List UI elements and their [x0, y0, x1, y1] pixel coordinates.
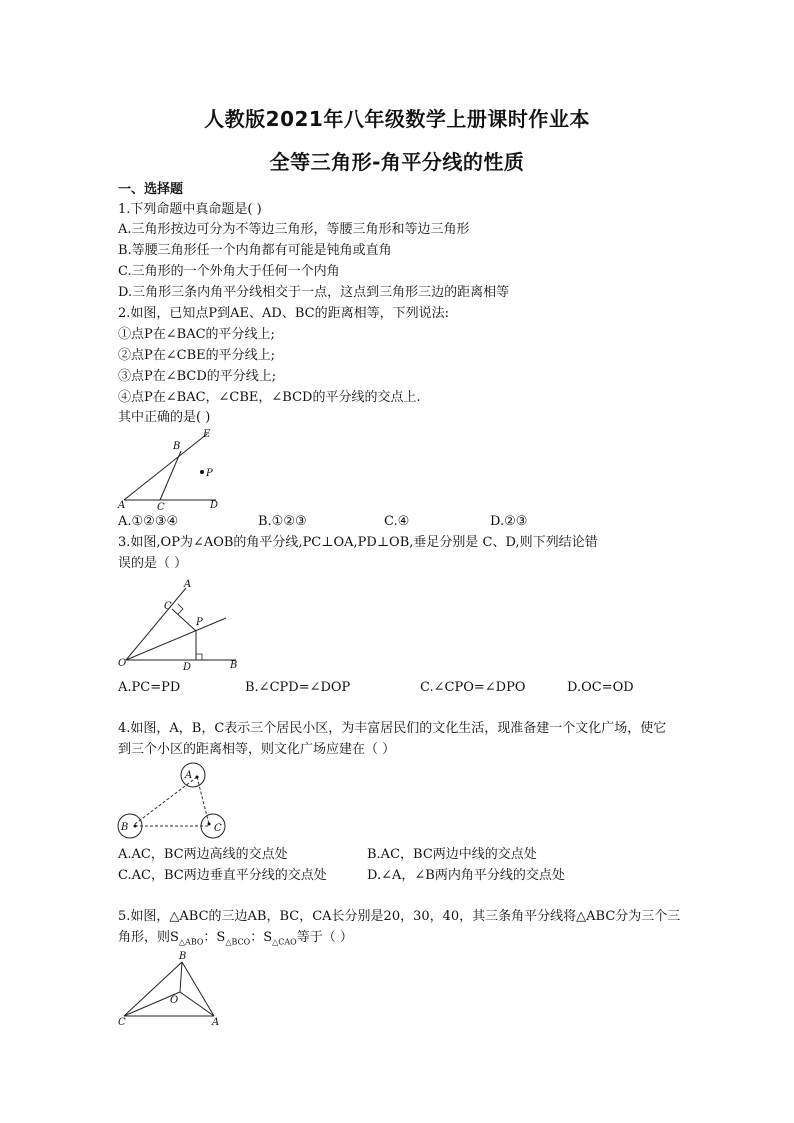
q3-label-p: P	[196, 617, 203, 628]
q2-statement-2: ②点P在∠CBE的平分线上;	[118, 348, 276, 363]
q2-label-d: D	[210, 500, 219, 511]
q3-option-c: C.∠CPO=∠DPO	[420, 680, 526, 695]
q4-stem-line1: 4.如图，A，B，C表示三个居民小区，为丰富居民们的文化生活，现准备建一个文化广场，使它	[118, 721, 667, 736]
q3-label-a: A	[184, 579, 192, 590]
q2-label-p: P	[206, 468, 213, 479]
q4-figure	[113, 760, 243, 845]
q2-label-c: C	[157, 502, 165, 513]
q5-stem-suffix: 等于（ ）	[296, 930, 353, 945]
q2-figure	[118, 428, 228, 513]
q4-label-c: C	[214, 823, 222, 834]
q5-stem-prefix: 角形，则S	[118, 930, 179, 945]
q1-option-a: A.三角形按边可分为不等边三角形，等腰三角形和等边三角形	[118, 222, 470, 237]
q2-ask: 其中正确的是( )	[118, 410, 211, 425]
q3-option-b: B.∠CPD=∠DOP	[245, 680, 351, 695]
q2-option-b: B.①②③	[258, 514, 307, 529]
q5-label-o: O	[170, 995, 179, 1006]
q1-stem: 1.下列命题中真命题是( )	[118, 202, 262, 217]
q5-separator-1: ：S	[203, 930, 226, 945]
q5-label-a: A	[212, 1017, 220, 1028]
q1-option-b: B.等腰三角形任一个内角都有可能是钝角或直角	[118, 243, 392, 258]
q2-option-c: C.④	[384, 514, 410, 529]
q5-subscript-cao: △CAO	[272, 937, 297, 947]
q4-option-a: A.AC，BC两边高线的交点处	[118, 847, 288, 862]
q5-figure	[118, 950, 228, 1030]
q4-label-a: A	[185, 770, 193, 781]
q3-label-b: B	[230, 660, 238, 671]
q2-option-a: A.①②③④	[118, 514, 179, 529]
q5-separator-2: ：S	[250, 930, 273, 945]
q2-label-e: E	[203, 429, 211, 440]
q4-option-d: D.∠A，∠B两内角平分线的交点处	[367, 868, 565, 883]
q3-stem-line1: 3.如图,OP为∠AOB的角平分线,PC⊥OA,PD⊥OB,垂足分别是 C、D,则下列结论错	[118, 535, 598, 550]
q4-option-b: B.AC，BC两边中线的交点处	[367, 847, 537, 862]
q3-label-c: C	[164, 601, 172, 612]
q4-stem-line2: 到三个小区的距离相等，则文化广场应建在（ ）	[118, 742, 396, 757]
q5-label-c: C	[118, 1017, 126, 1028]
q5-subscript-bco: △BCO	[225, 937, 251, 947]
q2-statement-1: ①点P在∠BAC的平分线上;	[118, 327, 275, 342]
q2-label-b: B	[173, 441, 181, 452]
q4-label-b: B	[121, 822, 129, 833]
q3-option-d: D.OC=OD	[567, 680, 634, 695]
q1-option-c: C.三角形的一个外角大于任何一个内角	[118, 264, 340, 279]
q5-stem-line2	[118, 929, 353, 952]
q4-option-c: C.AC，BC两边垂直平分线的交点处	[118, 868, 327, 883]
q3-option-a: A.PC=PD	[118, 680, 181, 695]
q2-option-d: D.②③	[490, 514, 528, 529]
q1-option-d: D.三角形三条内角平分线相交于一点，这点到三角形三边的距离相等	[118, 285, 510, 300]
document-subtitle: 全等三角形-角平分线的性质	[269, 150, 525, 174]
q2-stem: 2.如图，已知点P到AE、AD、BC的距离相等，下列说法:	[118, 306, 449, 321]
q5-stem-line1: 5.如图，△ABC的三边AB，BC，CA长分别是20，30，40，其三条角平分线将△ABC分为三个三	[118, 909, 681, 924]
q3-label-o: O	[118, 658, 127, 669]
document-title: 人教版2021年八年级数学上册课时作业本	[204, 107, 590, 131]
q2-label-a: A	[118, 500, 126, 511]
q5-label-b: B	[179, 951, 187, 962]
section-heading: 一、选择题	[118, 182, 184, 197]
q2-statement-3: ③点P在∠BCD的平分线上;	[118, 369, 277, 384]
q2-statement-4: ④点P在∠BAC，∠CBE，∠BCD的平分线的交点上.	[118, 390, 421, 405]
q5-subscript-abo: △ABO	[178, 937, 204, 947]
q3-figure	[118, 578, 248, 673]
q3-stem-line2: 误的是（ ）	[118, 556, 188, 571]
q3-label-d: D	[183, 662, 192, 673]
